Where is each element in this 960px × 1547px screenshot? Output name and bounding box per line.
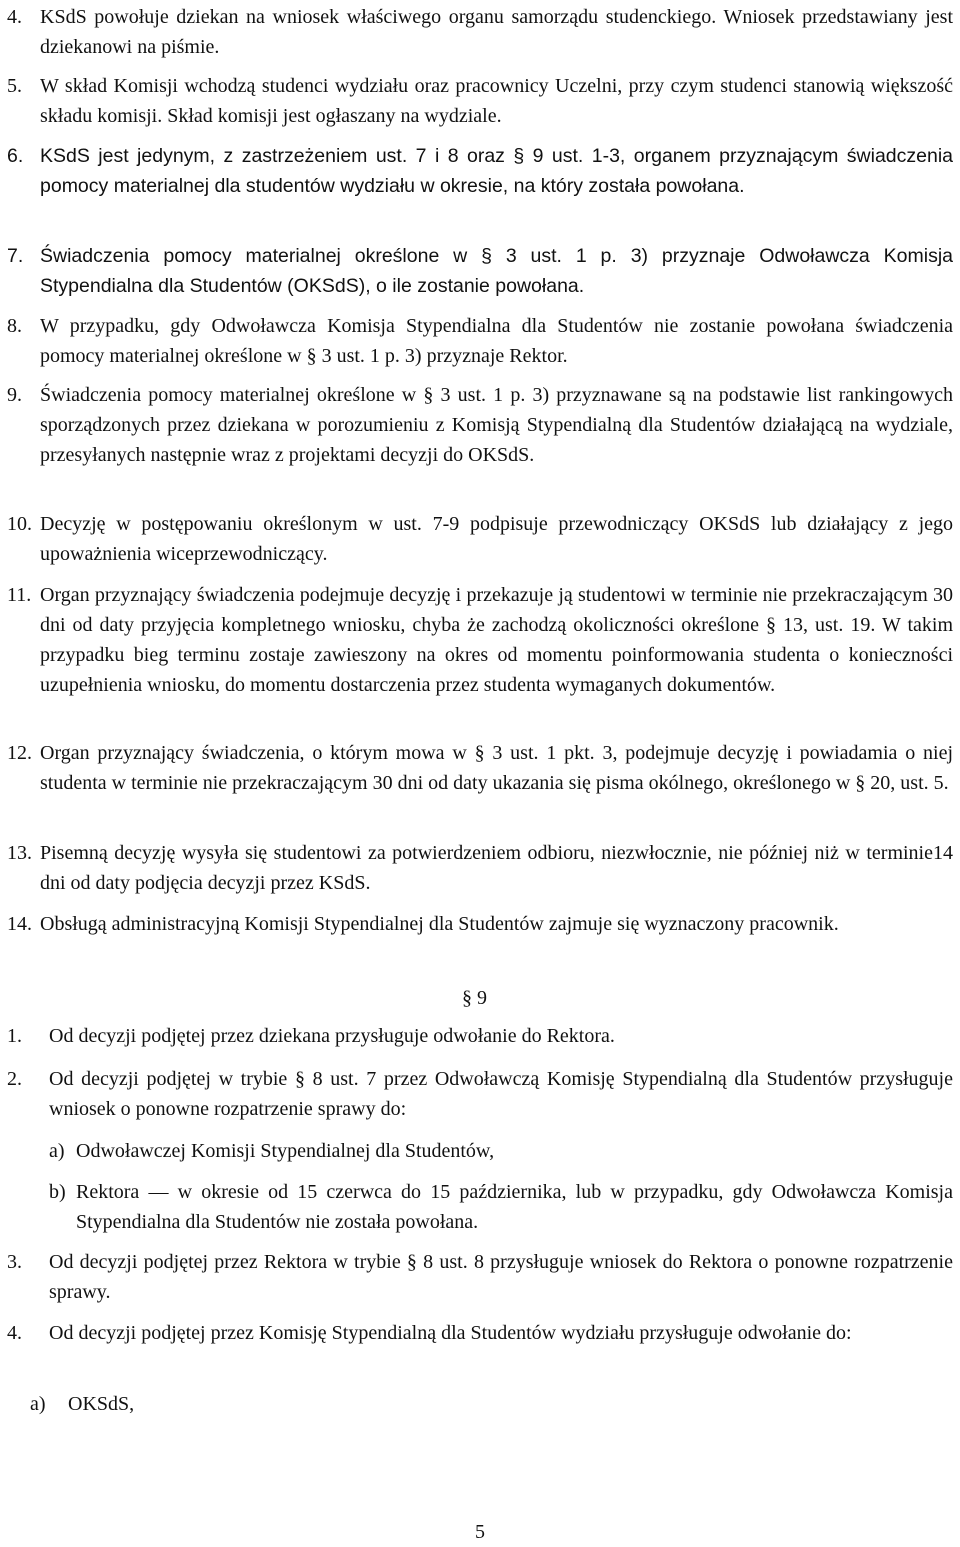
- paragraph-number: 9.: [7, 384, 22, 406]
- paragraph-number: 10.: [7, 513, 32, 535]
- sub-item-text: OKSdS,: [68, 1393, 135, 1415]
- paragraph-text: Świadczenia pomocy materialnej określone w § 3 ust. 1 p. 3) przyznawane są na podstawie list rankingowych sporządzonych przez dziekana w porozumieniu z Komisją Stypendialną dla Studentów działającą na wydziale, przesyłanych następnie wraz z projektami decyzji do OKSdS.: [40, 384, 953, 466]
- paragraph-number: 12.: [7, 742, 32, 764]
- section-heading: § 9: [462, 987, 487, 1009]
- paragraph-number: 3.: [7, 1251, 22, 1273]
- paragraph-text: Od decyzji podjętej przez Rektora w trybie § 8 ust. 8 przysługuje wniosek do Rektora o ponowne rozpatrzenie sprawy.: [49, 1251, 953, 1303]
- paragraph-text: KSdS powołuje dziekan na wniosek właściwego organu samorządu studenckiego. Wniosek przedstawiany jest dziekanowi na piśmie.: [40, 6, 953, 58]
- paragraph-text: Organ przyznający świadczenia podejmuje decyzję i przekazuje ją studentowi w terminie nie przekraczającym 30 dni od daty przyjęcia kompletnego wniosku, chyba że zachodzą okoliczności określone § 13, ust. 19. W takim przypadku bieg terminu zostaje zawieszony na okres od momentu poinformowania studenta o konieczności uzupełnienia wniosku, do momentu dostarczenia przez studenta wymaganych dokumentów.: [40, 584, 953, 696]
- sub-item-letter: b): [49, 1181, 66, 1203]
- paragraph-number: 7.: [7, 245, 24, 267]
- paragraph-text: W przypadku, gdy Odwoławcza Komisja Stypendialna dla Studentów nie zostanie powołana świadczenia pomocy materialnej określone w § 3 ust. 1 p. 3) przyznaje Rektor.: [40, 315, 953, 367]
- sub-item-text: Rektora — w okresie od 15 czerwca do 15 października, lub w przypadku, gdy Odwoławcza Komisja Stypendialna dla Studentów nie została powołana.: [76, 1181, 953, 1233]
- sub-item-text: Odwoławczej Komisji Stypendialnej dla Studentów,: [76, 1140, 495, 1162]
- paragraph-text: Świadczenia pomocy materialnej określone w § 3 ust. 1 p. 3) przyznaje Odwoławcza Komisja Stypendialna dla Studentów (OKSdS), o ile zostanie powołana.: [40, 245, 953, 297]
- paragraph-text: Od decyzji podjętej w trybie § 8 ust. 7 przez Odwoławczą Komisję Stypendialną dla Studentów przysługuje wniosek o ponowne rozpatrzenie sprawy do:: [49, 1068, 953, 1120]
- paragraph-text: Decyzję w postępowaniu określonym w ust. 7-9 podpisuje przewodniczący OKSdS lub działający z jego upoważnienia wiceprzewodniczący.: [40, 513, 953, 565]
- paragraph-number: 11.: [7, 584, 32, 606]
- paragraph-text: W skład Komisji wchodzą studenci wydziału oraz pracownicy Uczelni, przy czym studenci stanowią większość składu komisji. Skład komisji jest ogłaszany na wydziale.: [40, 75, 953, 127]
- paragraph-text: Organ przyznający świadczenia, o którym mowa w § 3 ust. 1 pkt. 3, podejmuje decyzję i powiadamia o niej studenta w terminie nie przekraczającym 30 dni od daty ukazania się pisma okólnego, określonego w § 20, ust. 5.: [40, 742, 953, 794]
- paragraph-number: 14.: [7, 913, 32, 935]
- paragraph-number: 1.: [7, 1025, 22, 1047]
- paragraph-number: 5.: [7, 75, 22, 97]
- paragraph-number: 8.: [7, 315, 22, 337]
- paragraph-number: 4.: [7, 6, 22, 28]
- paragraph-number: 13.: [7, 842, 32, 864]
- page-number: 5: [475, 1521, 485, 1543]
- paragraph-number: 6.: [7, 145, 24, 167]
- paragraph-text: Pisemną decyzję wysyła się studentowi za potwierdzeniem odbioru, niezwłocznie, nie później niż w terminie14 dni od daty podjęcia decyzji przez KSdS.: [40, 842, 953, 894]
- sub-item-letter: a): [49, 1140, 65, 1162]
- paragraph-text: Obsługą administracyjną Komisji Stypendialnej dla Studentów zajmuje się wyznaczony pracownik.: [40, 913, 839, 935]
- paragraph-text: Od decyzji podjętej przez Komisję Stypendialną dla Studentów wydziału przysługuje odwołanie do:: [49, 1322, 852, 1344]
- sub-item-letter: a): [30, 1393, 46, 1415]
- paragraph-number: 4.: [7, 1322, 22, 1344]
- paragraph-number: 2.: [7, 1068, 22, 1090]
- paragraph-text: Od decyzji podjętej przez dziekana przysługuje odwołanie do Rektora.: [49, 1025, 615, 1047]
- paragraph-text: KSdS jest jedynym, z zastrzeżeniem ust. 7 i 8 oraz § 9 ust. 1-3, organem przyznającym świadczenia pomocy materialnej dla studentów wydziału w okresie, na który została powołana.: [40, 145, 953, 197]
